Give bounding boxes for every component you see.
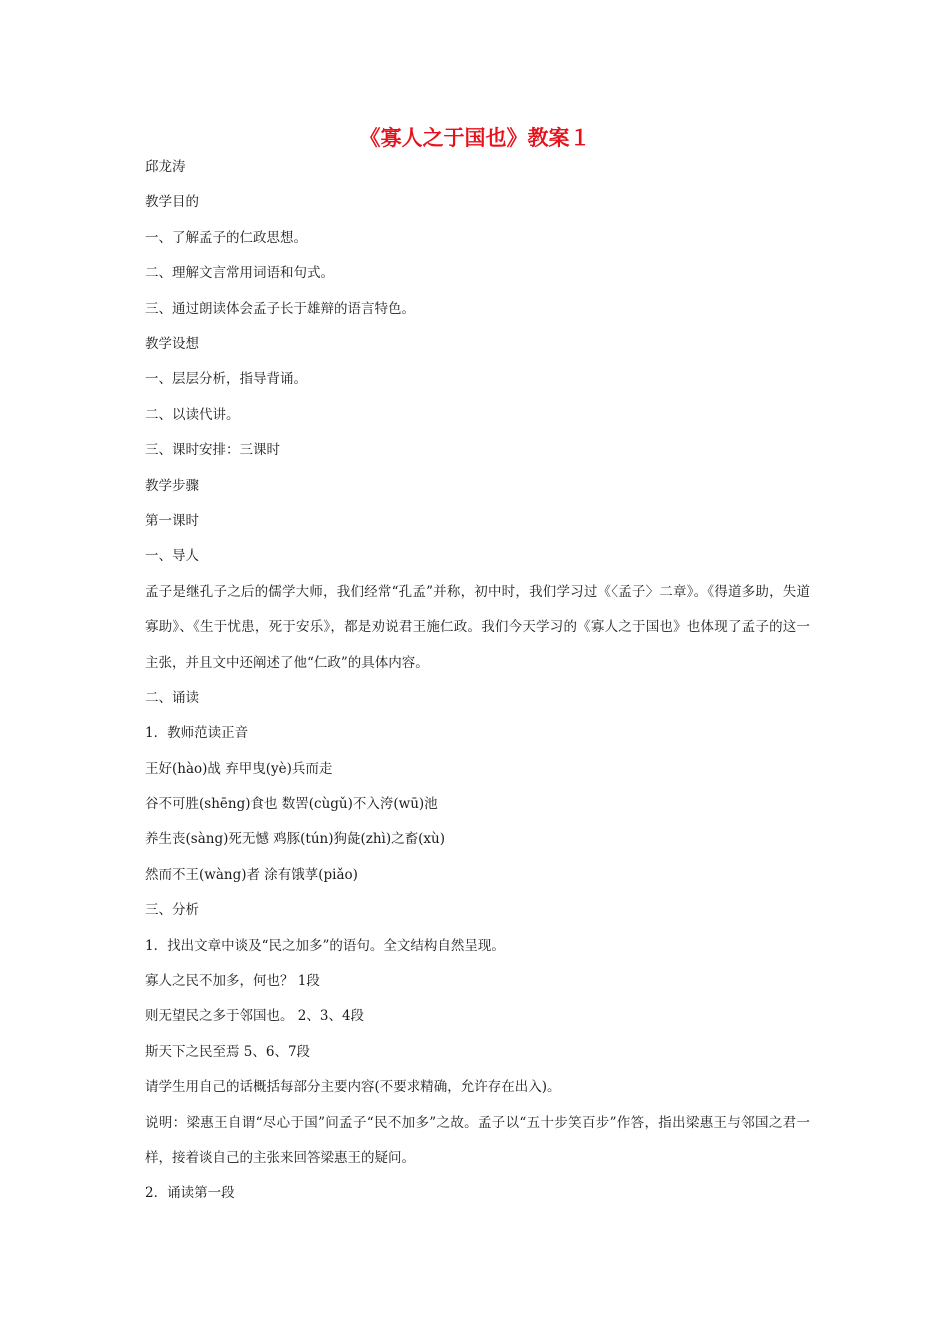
plan-item: 三、课时安排：三课时 xyxy=(145,442,280,459)
plan-item: 一、层层分析，指导背诵。 xyxy=(145,371,307,388)
heading-teaching-goals: 教学目的 xyxy=(145,194,199,211)
step-item: 2．诵读第一段 xyxy=(145,1185,235,1202)
plan-item: 二、以读代讲。 xyxy=(145,406,240,423)
author: 邱龙涛 xyxy=(145,159,186,175)
explanation-paragraph: 说明：梁惠王自谓“尽心于国”问孟子“民不加多”之故。孟子以“五十步笑百步”作答，指出梁惠王与邻国之君一样，接着谈自己的主张来回答梁惠王的疑问。 xyxy=(145,1114,810,1166)
document-title: 《寡人之于国也》教案１ xyxy=(359,125,591,150)
heading-recitation: 二、诵读 xyxy=(145,689,199,706)
structure-line: 则无望民之多于邻国也。 2、3、4段 xyxy=(145,1008,365,1025)
heading-first-lesson: 第一课时 xyxy=(145,512,199,529)
pronunciation-line: 然而不王(wàng)者 涂有饿莩(piǎo) xyxy=(145,866,358,883)
pronunciation-line: 养生丧(sàng)死无憾 鸡豚(tún)狗彘(zhì)之畜(xù) xyxy=(145,831,445,848)
document-body xyxy=(145,150,810,1212)
heading-teaching-steps: 教学步骤 xyxy=(145,477,199,494)
structure-line: 斯天下之民至焉 5、6、7段 xyxy=(145,1043,311,1060)
structure-line: 寡人之民不加多，何也？ 1段 xyxy=(145,973,320,990)
intro-paragraph: 孟子是继孔子之后的儒学大师，我们经常“孔孟”并称，初中时，我们学习过《〈孟子〉二章》。《得道多助，失道寡助》、《生于忧患，死于安乐》，都是劝说君王施仁政。我们今天学习的《寡人之于国也》也体现了孟子的这一主张，并且文中还阐述了他“仁政”的具体内容。 xyxy=(145,583,810,671)
goal-item: 二、理解文言常用词语和句式。 xyxy=(145,265,334,282)
step-item: 1．教师范读正音 xyxy=(145,725,249,742)
goal-item: 三、通过朗读体会孟子长于雄辩的语言特色。 xyxy=(145,300,415,317)
heading-analysis: 三、分析 xyxy=(145,902,199,919)
heading-introduction: 一、导人 xyxy=(145,548,199,565)
pronunciation-line: 谷不可胜(shēng)食也 数罟(cùgǔ)不入洿(wū)池 xyxy=(145,796,438,813)
instruction-line: 请学生用自己的话概括每部分主要内容(不要求精确，允许存在出入)。 xyxy=(145,1079,561,1096)
goal-item: 一、了解孟子的仁政思想。 xyxy=(145,229,307,246)
pronunciation-line: 王好(hào)战 弃甲曳(yè)兵而走 xyxy=(145,760,333,777)
heading-teaching-plan: 教学设想 xyxy=(145,335,199,352)
step-item: 1．找出文章中谈及“民之加多”的语句。全文结构自然呈现。 xyxy=(145,937,505,954)
